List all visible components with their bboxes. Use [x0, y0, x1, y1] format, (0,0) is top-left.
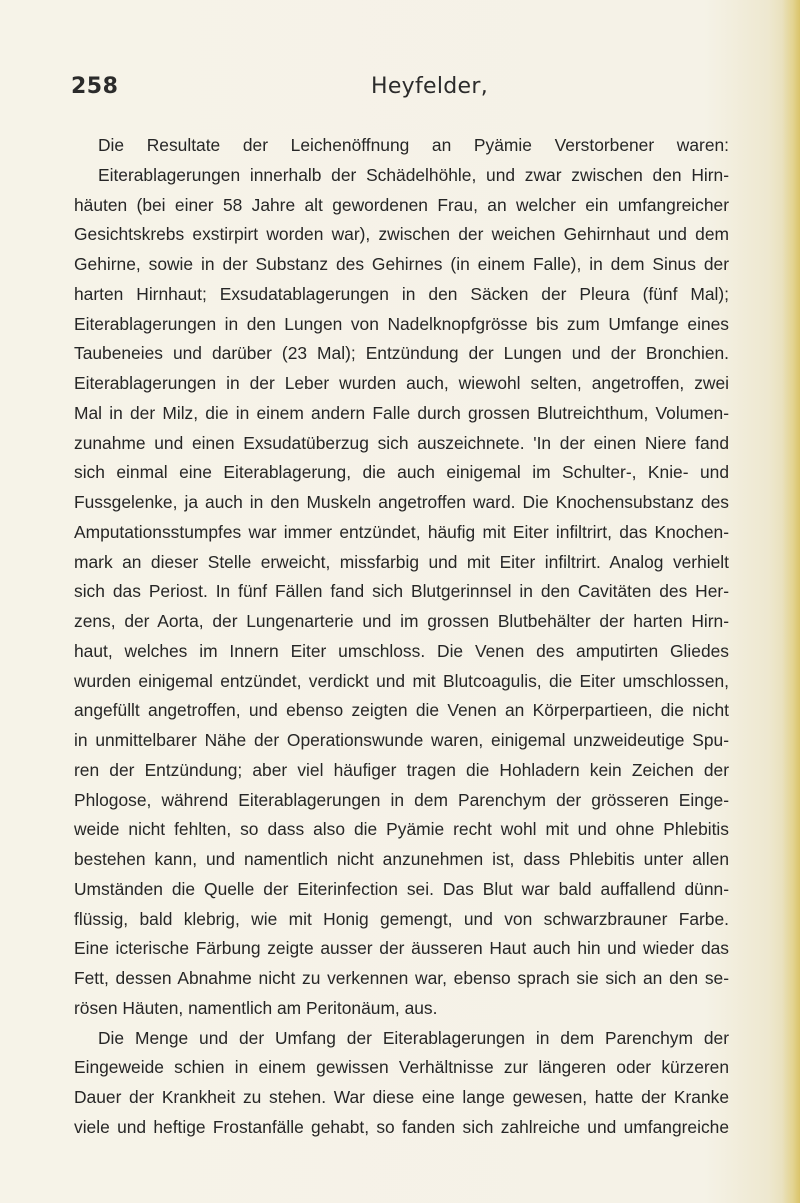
text-line: Amputationsstumpfes war immer entzündet, häufig mit Eiter infiltrirt, das Knochen-	[74, 521, 729, 542]
text-line: wurden einigemal entzündet, verdickt und mit Blutcoagulis, die Eiter umschlossen,	[74, 670, 729, 691]
text-line: haut, welches im Innern Eiter umschloss. Die Venen des amputirten Gliedes	[74, 640, 729, 661]
text-line: sich einmal eine Eiterablagerung, die auch einigemal im Schulter-, Knie- und	[74, 462, 729, 483]
text-line: viele und heftige Frostanfälle gehabt, so fanden sich zahlreiche und umfangreiche	[74, 1116, 729, 1137]
paragraph	[74, 131, 729, 1024]
text-line: Eiterablagerungen in den Lungen von Nadelknopfgrösse bis zum Umfange eines	[74, 313, 729, 334]
text-line: Die Resultate der Leichenöffnung an Pyämie Verstorbener waren:	[98, 135, 729, 155]
page-header	[71, 74, 731, 114]
paragraph	[74, 1024, 729, 1143]
page-edge-shadow	[782, 0, 800, 1203]
text-line: Dauer der Krankheit zu stehen. War diese eine lange gewesen, hatte der Kranke	[74, 1087, 729, 1107]
text-line: Eiterablagerungen innerhalb der Schädelhöhle, und zwar zwischen den Hirn-	[98, 164, 729, 185]
body-text	[74, 131, 729, 1143]
text-line: Eine icterische Färbung zeigte ausser der äusseren Haut auch hin und wieder das	[74, 938, 729, 959]
text-line: zunahme und einen Exsudatüberzug sich auszeichnete. 'In der einen Niere fand	[74, 432, 729, 453]
text-line: Phlogose, während Eiterablagerungen in dem Parenchym der grösseren Einge-	[74, 789, 729, 810]
page-number: 258	[71, 74, 119, 99]
text-line: rösen Häuten, namentlich am Peritonäum, aus.	[74, 997, 438, 1018]
running-head: Heyfelder,	[371, 74, 489, 99]
text-line: Fussgelenke, ja auch in den Muskeln angetroffen ward. Die Knochensubstanz des	[74, 492, 729, 512]
text-line: sich das Periost. In fünf Fällen fand sich Blutgerinnsel in den Cavitäten des Her-	[74, 581, 729, 602]
text-line: angefüllt angetroffen, und ebenso zeigten die Venen an Körperpartieen, die nicht	[74, 700, 729, 721]
text-line: Fett, dessen Abnahme nicht zu verkennen war, ebenso sprach sie sich an den se-	[74, 968, 729, 988]
text-line: zens, der Aorta, der Lungenarterie und im grossen Blutbehälter der harten Hirn-	[74, 611, 729, 631]
text-line: Gehirne, sowie in der Substanz des Gehirnes (in einem Falle), in dem Sinus der	[74, 254, 729, 274]
text-line: harten Hirnhaut; Exsudatablagerungen in den Säcken der Pleura (fünf Mal);	[74, 283, 729, 304]
text-line: Eiterablagerungen in der Leber wurden auch, wiewohl selten, angetroffen, zwei	[74, 373, 729, 393]
text-line: häuten (bei einer 58 Jahre alt gewordenen Frau, an welcher ein umfangreicher	[74, 194, 729, 215]
text-line: Gesichtskrebs exstirpirt worden war), zwischen der weichen Gehirnhaut und dem	[74, 224, 729, 245]
text-line: Mal in der Milz, die in einem andern Falle durch grossen Blutreichthum, Volumen-	[74, 402, 729, 423]
text-line: Taubeneies und darüber (23 Mal); Entzündung der Lungen und der Bronchien.	[74, 343, 729, 364]
text-line: mark an dieser Stelle erweicht, missfarbig und mit Eiter infiltrirt. Analog verhielt	[74, 551, 729, 572]
text-line: Eingeweide schien in einem gewissen Verhältnisse zur längeren oder kürzeren	[74, 1057, 729, 1078]
text-line: Die Menge und der Umfang der Eiterablagerungen in dem Parenchym der	[98, 1027, 729, 1048]
text-line: flüssig, bald klebrig, wie mit Honig gemengt, und von schwarzbrauner Farbe.	[74, 908, 729, 929]
text-line: Umständen die Quelle der Eiterinfection sei. Das Blut war bald auffallend dünn-	[74, 878, 729, 899]
text-line: weide nicht fehlten, so dass also die Pyämie recht wohl mit und ohne Phlebitis	[74, 819, 729, 840]
text-line: in unmittelbarer Nähe der Operationswunde waren, einigemal unzweideutige Spu-	[74, 730, 729, 750]
text-line: bestehen kann, und namentlich nicht anzunehmen ist, dass Phlebitis unter allen	[74, 849, 729, 869]
text-line: ren der Entzündung; aber viel häufiger tragen die Hohladern kein Zeichen der	[74, 759, 729, 780]
